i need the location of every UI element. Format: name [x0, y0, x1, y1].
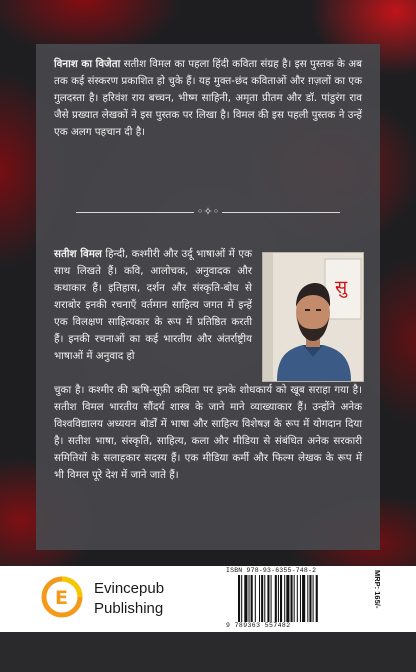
text-panel: [36, 44, 380, 550]
book-blurb: [54, 56, 362, 141]
book-title: विनाश का विजेता: [54, 58, 121, 70]
bottom-band: [0, 632, 416, 672]
author-bio-continued: [54, 382, 362, 484]
logo-letter: E: [55, 587, 68, 609]
mrp-label: MRP: 165/-: [373, 570, 382, 609]
barcode-icon: [236, 575, 364, 622]
author-photo: [262, 252, 364, 382]
ornament-icon: ◦✧◦: [196, 205, 220, 218]
author-bio: [54, 246, 252, 365]
blurb-text: सतीश विमल का पहला हिंदी कविता संग्रह है। इस पुस्तक के अब तक कई संस्करण प्रकाशित हो चुके हैं। यह मुक्त-छंद कविताओं और ग़ज़लों का एक गुलदस्ता है। हरिवंश राय बच्चन, भीष्म साहिनी, अमृता प्रीतम और डॉ. पांडुरंग राव जैसे प्रख्यात लेखकों ने इस पुस्तक पर लिखा है। विमल की इस पहली पुस्तक ने उन्हें एक अलग पहचान दी है।: [54, 58, 363, 138]
author-portrait-icon: [263, 253, 363, 381]
author-name: सतीश विमल: [54, 248, 102, 260]
poster-text: सु: [335, 277, 348, 298]
author-bio-text-continued: चुका है। कश्मीर की ऋषि-सूफ़ी कविता पर इनके शोधकार्य को खूब सराहा गया है। सतीश विमल भारतीय सौंदर्य शास्त्र के जाने माने व्याख्याकार हैं। उन्होंने अनेक विश्वविद्यालय अध्ययन बोर्डों में भाषा और साहित्य विशेषज्ञ के रूप में योगदान दिया है। सतीश भाषा, संस्कृति, साहित्य, कला और मीडिया से संबंधित अनेक सरकारी समितियों के सलाहकार सदस्य हैं। एक मीडिया कर्मी और फिल्म लेखक के रूप में भी विमल पूरे देश में जाने जाते हैं।: [54, 384, 362, 481]
barcode-number: 9 789363 557482: [226, 622, 291, 629]
publisher-name: Evincepub: [94, 580, 165, 597]
ornament-divider: [76, 205, 340, 218]
publisher-subtitle: Publishing: [94, 600, 164, 617]
publisher-logo-icon: [40, 575, 84, 619]
author-bio-text: हिन्दी, कश्मीरी और उर्दू भाषाओं में एक साथ लिखते हैं। कवि, आलोचक, अनुवादक और कथाकार हैं। इतिहास, दर्शन और संस्कृति-बोध से शराबोर इनकी रचनाएँ वर्तमान साहित्य जगत में इन्हें एक विलक्षण साहित्यकार के रूप में प्रतिष्ठित करती हैं। इनकी रचनाओं का कई भारतीय और अंतर्राष्ट्रीय भाषाओं में अनुवाद हो: [54, 248, 252, 362]
isbn-label: ISBN 978-93-6355-748-2: [226, 567, 317, 574]
